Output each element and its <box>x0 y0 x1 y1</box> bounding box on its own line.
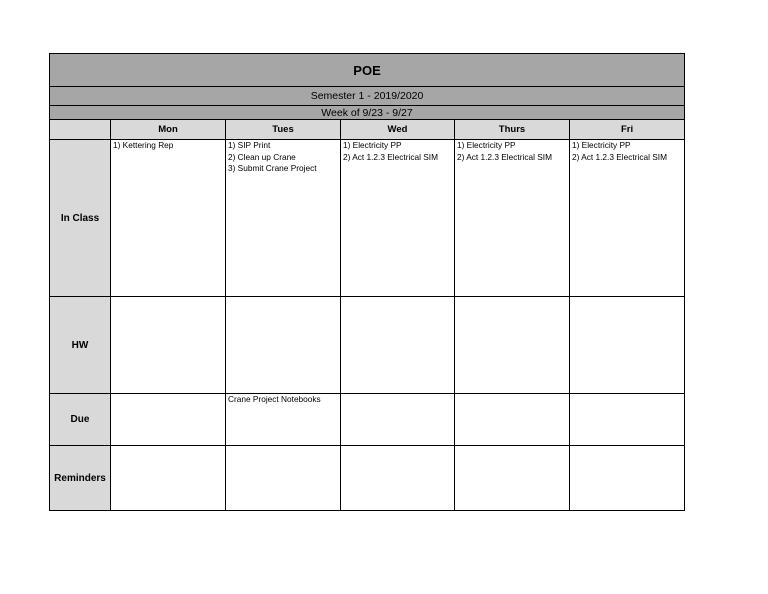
cell-due-wed <box>341 394 455 446</box>
cell-in-class-wed <box>341 140 455 297</box>
row-label-due: Due <box>50 394 111 446</box>
task-item: 1) SIP Print <box>228 140 271 150</box>
cell-hw-tues <box>226 297 341 394</box>
day-header-fri: Fri <box>570 120 685 140</box>
task-item: 2) Act 1.2.3 Electrical SIM <box>343 151 438 162</box>
cell-reminders-wed <box>341 446 455 511</box>
task-item: 1) Kettering Rep <box>113 140 174 150</box>
day-header-thurs: Thurs <box>455 120 570 140</box>
cell-hw-wed <box>341 297 455 394</box>
cell-reminders-mon <box>111 446 226 511</box>
cell-due-fri <box>570 394 685 446</box>
cell-hw-mon <box>111 297 226 394</box>
cell-in-class-thurs <box>455 140 570 297</box>
task-item: 2) Act 1.2.3 Electrical SIM <box>457 151 552 162</box>
cell-in-class-tues <box>226 140 341 297</box>
task-item: 2) Act 1.2.3 Electrical SIM <box>572 151 667 162</box>
row-label-hw: HW <box>50 297 111 394</box>
cell-in-class-fri <box>570 140 685 297</box>
cell-reminders-thurs <box>455 446 570 511</box>
task-item: 1) Electricity PP <box>572 140 631 150</box>
cell-due-tues <box>226 394 341 446</box>
row-label-in-class: In Class <box>50 140 111 297</box>
task-item: 1) Electricity PP <box>343 140 402 150</box>
day-header-mon: Mon <box>111 120 226 140</box>
week-label: Week of 9/23 - 9/27 <box>50 106 685 120</box>
cell-reminders-fri <box>570 446 685 511</box>
semester-label: Semester 1 - 2019/2020 <box>50 87 685 106</box>
weekly-planner-table <box>49 53 685 511</box>
task-item: Crane Project Notebooks <box>228 394 321 404</box>
cell-due-mon <box>111 394 226 446</box>
day-header-tues: Tues <box>226 120 341 140</box>
cell-in-class-mon <box>111 140 226 297</box>
task-item: 3) Submit Crane Project <box>228 163 317 173</box>
cell-due-thurs <box>455 394 570 446</box>
planner-title: POE <box>50 54 685 87</box>
day-header-wed: Wed <box>341 120 455 140</box>
corner-cell <box>50 120 111 140</box>
row-label-reminders: Reminders <box>50 446 111 511</box>
cell-hw-fri <box>570 297 685 394</box>
cell-hw-thurs <box>455 297 570 394</box>
task-item: 2) Clean up Crane <box>228 151 296 162</box>
cell-reminders-tues <box>226 446 341 511</box>
task-item: 1) Electricity PP <box>457 140 516 150</box>
